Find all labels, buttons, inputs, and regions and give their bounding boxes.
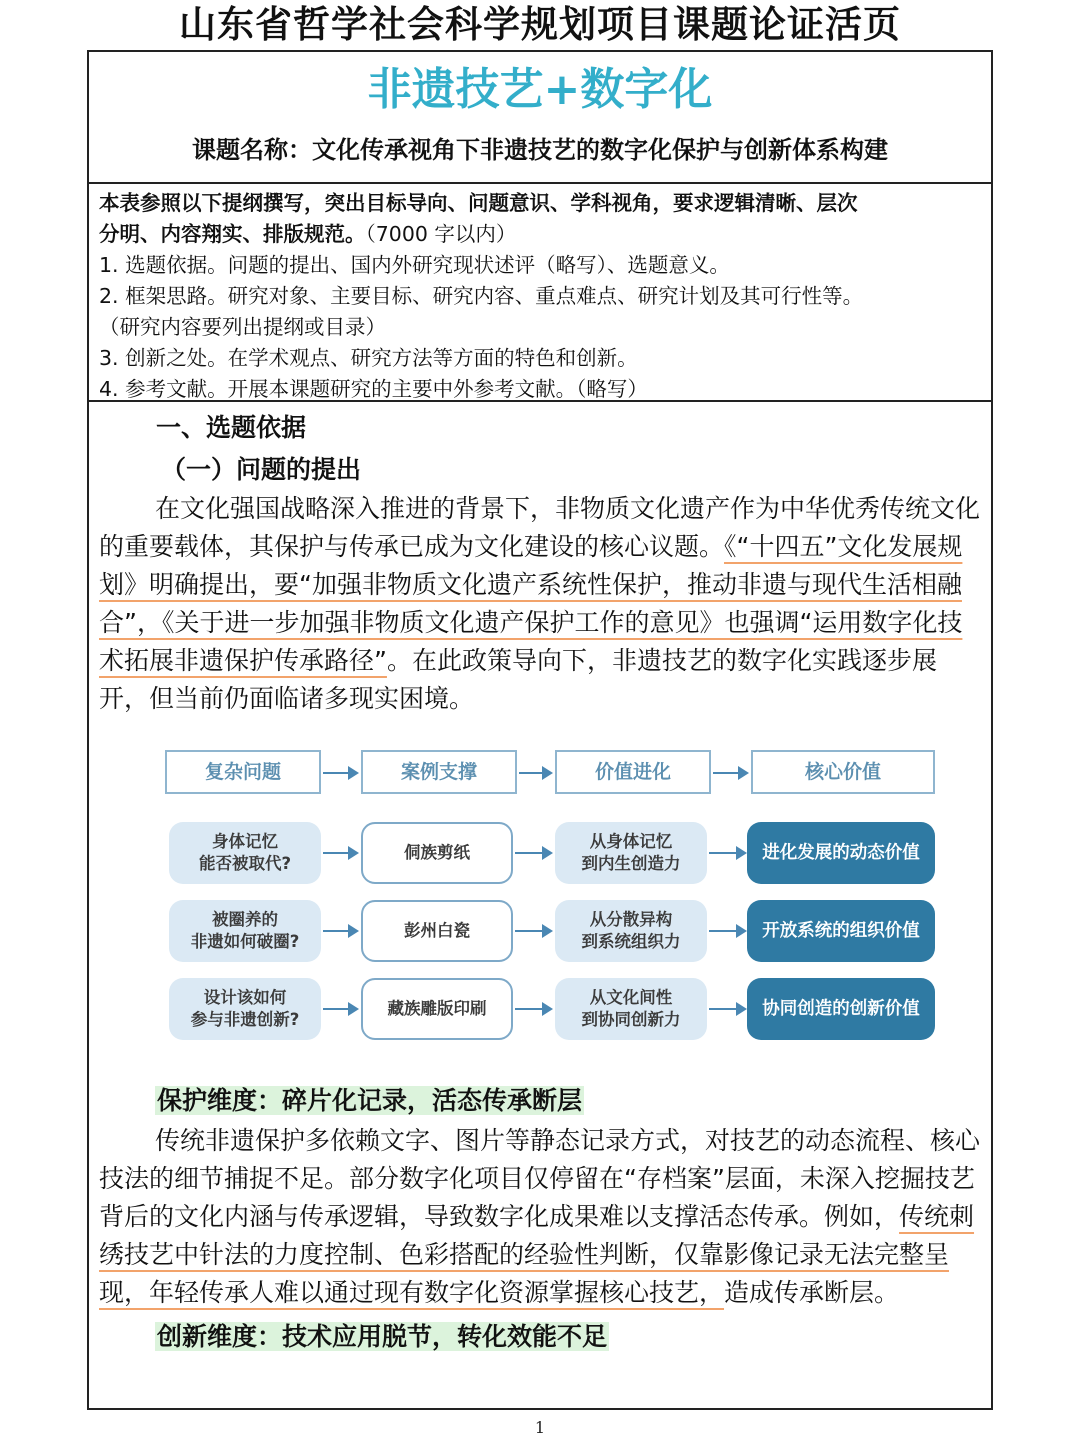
paragraph-2-text-a: 传统非遗保护多依赖文字、图片等静态记录方式，对技艺的动态流程、核心技法的细节捕捉不足。部分数字化项目仅停留在“存档案”层面，未深入挖掘技艺背后的文化内涵与传承逻辑，导致数字化成果难以支撑活态传承。例如，	[99, 1126, 981, 1231]
arrow-icon	[515, 1008, 551, 1010]
diagram-header-evolution: 价值进化	[555, 750, 711, 794]
diagram-question-2	[169, 900, 321, 962]
diagram-value-3: 协同创造的创新价值	[747, 978, 935, 1040]
title-section	[89, 52, 991, 184]
question-1-line1: 身体记忆	[211, 832, 278, 851]
value-diagram	[99, 730, 981, 1080]
subject-title: 课题名称：文化传承视角下非遗技艺的数字化保护与创新体系构建	[192, 136, 888, 164]
outline-item-4: 4. 参考文献。开展本课题研究的主要中外参考文献。（略写）	[99, 377, 648, 401]
question-2-line2: 非遗如何破圈?	[190, 932, 300, 951]
question-3-line2: 参与非遗创新?	[190, 1010, 300, 1029]
diagram-header-case: 案例支撑	[361, 750, 517, 794]
page-number: 1	[534, 1418, 546, 1437]
evolution-3-line2: 到协同创新力	[581, 1010, 681, 1029]
arrow-icon	[323, 852, 357, 854]
diagram-case-3: 藏族雕版印刷	[361, 978, 513, 1040]
document-frame	[87, 50, 993, 1410]
outline-intro-text: 分明、内容翔实、排版规范。	[99, 222, 366, 246]
body-section	[89, 402, 991, 1358]
arrow-icon	[323, 930, 357, 932]
outline-item-1: 1. 选题依据。问题的提出、国内外研究现状述评（略写）、选题意义。	[99, 253, 730, 277]
diagram-question-3	[169, 978, 321, 1040]
outline-instructions	[89, 184, 991, 402]
arrow-icon	[323, 1008, 357, 1010]
evolution-2-line1: 从分散异构	[589, 910, 673, 929]
question-3-line1: 设计该如何	[203, 988, 287, 1007]
highlight-innovation-text: 创新维度：技术应用脱节，转化效能不足	[157, 1322, 608, 1351]
paragraph-2-example: 传统刺绣技艺中针法的力度控制、色彩搭配的经验性判断，仅靠影像记录无法完整呈现，年轻传承人难以通过现有数字化资源掌握核心技艺，	[99, 1202, 975, 1307]
outline-item-2: 2. 框架思路。研究对象、主要目标、研究内容、重点难点、研究计划及其可行性等。	[99, 284, 864, 308]
diagram-question-1	[169, 822, 321, 884]
arrow-icon	[519, 772, 551, 774]
diagram-evolution-1	[555, 822, 707, 884]
diagram-case-2: 彭州白瓷	[361, 900, 513, 962]
diagram-header-problem: 复杂问题	[165, 750, 321, 794]
outline-intro-line1: 本表参照以下提纲撰写，突出目标导向、问题意识、学科视角，要求逻辑清晰、层次	[99, 191, 858, 215]
paragraph-1-policy-quote: 《“十四五”文化发展规划》明确提出，要“加强非物质文化遗产系统性保护，推动非遗与现代生活相融合”，《关于进一步加强非物质文化遗产保护工作的意见》也强调“运用数字化技术拓展非遗保护传承路径”	[99, 532, 963, 675]
diagram-evolution-3	[555, 978, 707, 1040]
paragraph-1	[99, 490, 981, 718]
question-2-line1: 被圈养的	[211, 910, 278, 929]
arrow-icon	[709, 930, 745, 932]
page-title: 山东省哲学社会科学规划项目课题论证活页	[179, 3, 901, 46]
evolution-1-line2: 到内生创造力	[581, 854, 681, 873]
outline-item-2-note: （研究内容要列出提纲或目录）	[99, 315, 386, 339]
diagram-value-2: 开放系统的组织价值	[747, 900, 935, 962]
evolution-1-line1: 从身体记忆	[589, 832, 673, 851]
main-title: 非遗技艺+数字化	[367, 64, 713, 115]
arrow-icon	[709, 852, 745, 854]
paragraph-2	[99, 1122, 981, 1312]
diagram-case-1: 侗族剪纸	[361, 822, 513, 884]
diagram-evolution-2	[555, 900, 707, 962]
sub-heading: （一）问题的提出	[161, 455, 362, 484]
arrow-icon	[515, 852, 551, 854]
diagram-value-1: 进化发展的动态价值	[747, 822, 935, 884]
highlight-heading-innovation	[99, 1316, 981, 1358]
question-1-line2: 能否被取代?	[198, 854, 292, 873]
paragraph-1-text-a: 在文化强国战略深入推进的背景下，非物质文化遗产作为中华优秀传统文化的重要载体，其保护与传承已成为文化建设的核心议题。	[99, 494, 981, 561]
outline-intro-line2	[99, 219, 981, 250]
outline-word-limit: （7000 字以内）	[365, 222, 517, 246]
highlight-heading-protection	[99, 1080, 981, 1122]
arrow-icon	[323, 772, 357, 774]
outline-item-3: 3. 创新之处。在学术观点、研究方法等方面的特色和创新。	[99, 346, 638, 370]
evolution-3-line1: 从文化间性	[589, 988, 673, 1007]
arrow-icon	[713, 772, 747, 774]
arrow-icon	[515, 930, 551, 932]
highlight-protection-text: 保护维度：碎片化记录，活态传承断层	[157, 1086, 583, 1115]
paragraph-1-text-c: 。在此政策导向下，非遗技艺的数字化实践逐步展开，但当前仍面临诸多现实困境。	[99, 646, 937, 713]
diagram-header-core-value: 核心价值	[751, 750, 935, 794]
evolution-2-line2: 到系统组织力	[581, 932, 681, 951]
paragraph-2-text-c: 造成传承断层。	[724, 1278, 900, 1307]
arrow-icon	[709, 1008, 745, 1010]
section-heading: 一、选题依据	[156, 413, 307, 442]
